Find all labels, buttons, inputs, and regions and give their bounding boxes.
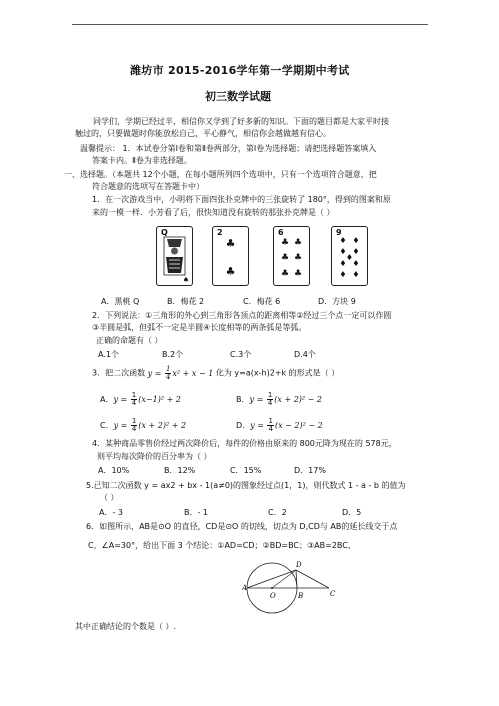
q5-option-a: A．- 3 — [99, 508, 123, 517]
club-pips-icon — [213, 227, 248, 285]
chord-ad — [247, 570, 296, 588]
q3-formula: y = $\frac{1}{4}$ x² + x − 1 — [147, 365, 214, 381]
q5-option-b: B．- 1 — [184, 508, 209, 517]
q1-line-2: 来的一模一样．小芳看了后，很快知道没有旋转的那张扑克牌是（ ） — [92, 208, 335, 217]
svg-text:♣: ♣ — [293, 269, 303, 279]
q1-option-b: B．梅花 2 — [167, 297, 205, 306]
section-heading-line-1: 一、选择题。（本题共 12个小题，在每小题所列四个选项中，只有一个选项符合题意，把 — [64, 170, 377, 179]
q3-suffix: 化为 y=a(x-h)2+k 的形式是（ ） — [215, 368, 340, 378]
q2-option-c: C.3个 — [230, 350, 252, 359]
label-o: O — [270, 592, 276, 600]
q3-prefix: 3．把二次函数 — [92, 368, 146, 378]
svg-text:♣: ♣ — [280, 253, 290, 263]
intro-line-1: 同学们，学期已经过半，相信你又学到了好多新的知识。下面的题目都是大家平时接 — [93, 117, 389, 126]
playing-card-club-six — [273, 226, 310, 286]
q1-line-1: 1．在一次游戏当中，小明将下面四张扑克牌中的三张旋转了 180°，得到的图案和原 — [92, 195, 391, 204]
svg-text:♦: ♦ — [339, 247, 347, 256]
q4-option-c: C．15% — [230, 466, 262, 475]
svg-text:♠: ♠ — [182, 276, 190, 284]
card-rank: 9 — [336, 228, 342, 237]
svg-text:♦: ♦ — [352, 270, 360, 279]
q3-option-d: D．y = $\frac{1}{4}$ (x − 2)² − 2 — [236, 417, 323, 433]
q1-option-c: C．梅花 6 — [243, 297, 281, 306]
q3-option-a: A．y = $\frac{1}{4}$ (x−1)² + 2 — [100, 391, 181, 407]
q5-line-1: 5.已知二次函数 y = ax2 + bx - 1(a≠0)的图象经过点(1，1)，则代数式 1 - a - b 的值为 — [86, 481, 406, 490]
segment-bd — [296, 570, 297, 588]
svg-text:♦: ♦ — [339, 259, 347, 268]
q1-option-d: D．方块 9 — [318, 297, 356, 306]
svg-text:♦: ♦ — [352, 236, 360, 245]
q2-line-1: 2．下列说法：①三角形的外心到三角形各顶点的距离相等②经过三个点一定可以作圆 — [92, 311, 392, 320]
q4-line-1: 4．某种商品零售价经过两次降价后，每件的价格由原来的 800元降为现在的 578元， — [92, 439, 397, 448]
playing-card-spade-queen — [156, 226, 193, 286]
svg-text:♣: ♣ — [280, 269, 290, 279]
svg-text:♦: ♦ — [339, 270, 347, 279]
q4-option-d: D．17% — [294, 466, 326, 475]
q6-line-1: 6．如图所示，AB是⊙O 的直径，CD是⊙O 的切线，切点为 D,CD与 AB的延长线交于点 — [86, 522, 398, 531]
q4-option-b: B．12% — [164, 466, 196, 475]
q6-circle-tangent-figure — [242, 558, 342, 620]
q5-option-c: C．2 — [268, 508, 287, 517]
label-b: B — [298, 592, 304, 600]
q6-line-2: C，∠A=30°，给出下面 3 个结论：①AD=CD；②BD=BC；③AB=2BC, — [88, 541, 351, 550]
q4-line-2: 则平均每次降价的百分率为（ ） — [97, 452, 212, 461]
q5-line-2: （ ） — [100, 493, 119, 502]
svg-text:♦: ♦ — [345, 253, 354, 262]
header-rule — [72, 24, 428, 25]
page-subtitle: 初三数学试题 — [205, 90, 271, 103]
playing-card-diamond-nine — [331, 226, 368, 286]
fraction: $\frac{1}{4}$ — [165, 365, 171, 381]
svg-text:♣: ♣ — [225, 237, 236, 250]
svg-text:♦: ♦ — [339, 236, 347, 245]
svg-text:♣: ♣ — [293, 253, 303, 263]
queen-face-icon — [157, 227, 192, 285]
q5-option-d: D．5 — [342, 508, 362, 517]
q1-option-a: A．黑桃 Q — [101, 297, 140, 306]
card-rank: 6 — [278, 228, 284, 237]
svg-text:♣: ♣ — [225, 265, 236, 278]
section-heading-line-2: 符合题意的选项写在答题卡中） — [92, 182, 204, 191]
q4-option-a: A．10% — [98, 466, 130, 475]
svg-text:♦: ♦ — [352, 259, 360, 268]
q2-line-3: 正确的命题有（ ） — [96, 336, 163, 345]
label-c: C — [330, 590, 336, 598]
radius-od — [272, 570, 296, 588]
label-d: D — [296, 561, 302, 569]
q2-line-2: ③半圆是弧，但弧不一定是半圆④长度相等的两条弧是等弧。 — [92, 323, 307, 332]
q6-line-3: 其中正确结论的个数是（ ）. — [75, 622, 177, 631]
intro-line-2: 触过的，只要做题时你能放松自己，平心静气，相信你会越做越有信心。 — [75, 129, 331, 138]
q2-option-a: A.1个 — [98, 350, 119, 359]
q3-stem — [92, 366, 339, 381]
svg-text:♣: ♣ — [293, 238, 303, 248]
q2-option-b: B.2个 — [162, 350, 184, 359]
q3-option-c: C．y = $\frac{1}{4}$ (x + 2)² + 2 — [100, 417, 187, 433]
page-title: 潍坊市 2015-2016学年第一学期期中考试 — [130, 64, 350, 77]
q3-option-b: B．y = $\frac{1}{4}$ (x + 2)² − 2 — [236, 391, 322, 407]
q2-option-d: D.4个 — [294, 350, 316, 359]
svg-text:♦: ♦ — [352, 247, 360, 256]
card-rank: Q — [161, 228, 168, 237]
notice-line-2: 答案卡内。Ⅱ卷为非选择题。 — [92, 156, 192, 165]
label-a: A — [242, 584, 248, 592]
card-rank: 2 — [217, 228, 223, 237]
svg-text:♣: ♣ — [280, 238, 290, 248]
notice-line-1: 温馨提示： 1．本试卷分第Ⅰ卷和第Ⅱ卷两部分，第Ⅰ卷为选择题；请把选择题答案填入 — [80, 144, 377, 153]
tangent-cd — [296, 570, 329, 588]
diamond-pips-icon — [332, 227, 367, 285]
playing-card-club-two — [212, 226, 249, 286]
center-point — [271, 587, 273, 589]
club-pips-icon — [274, 227, 309, 285]
